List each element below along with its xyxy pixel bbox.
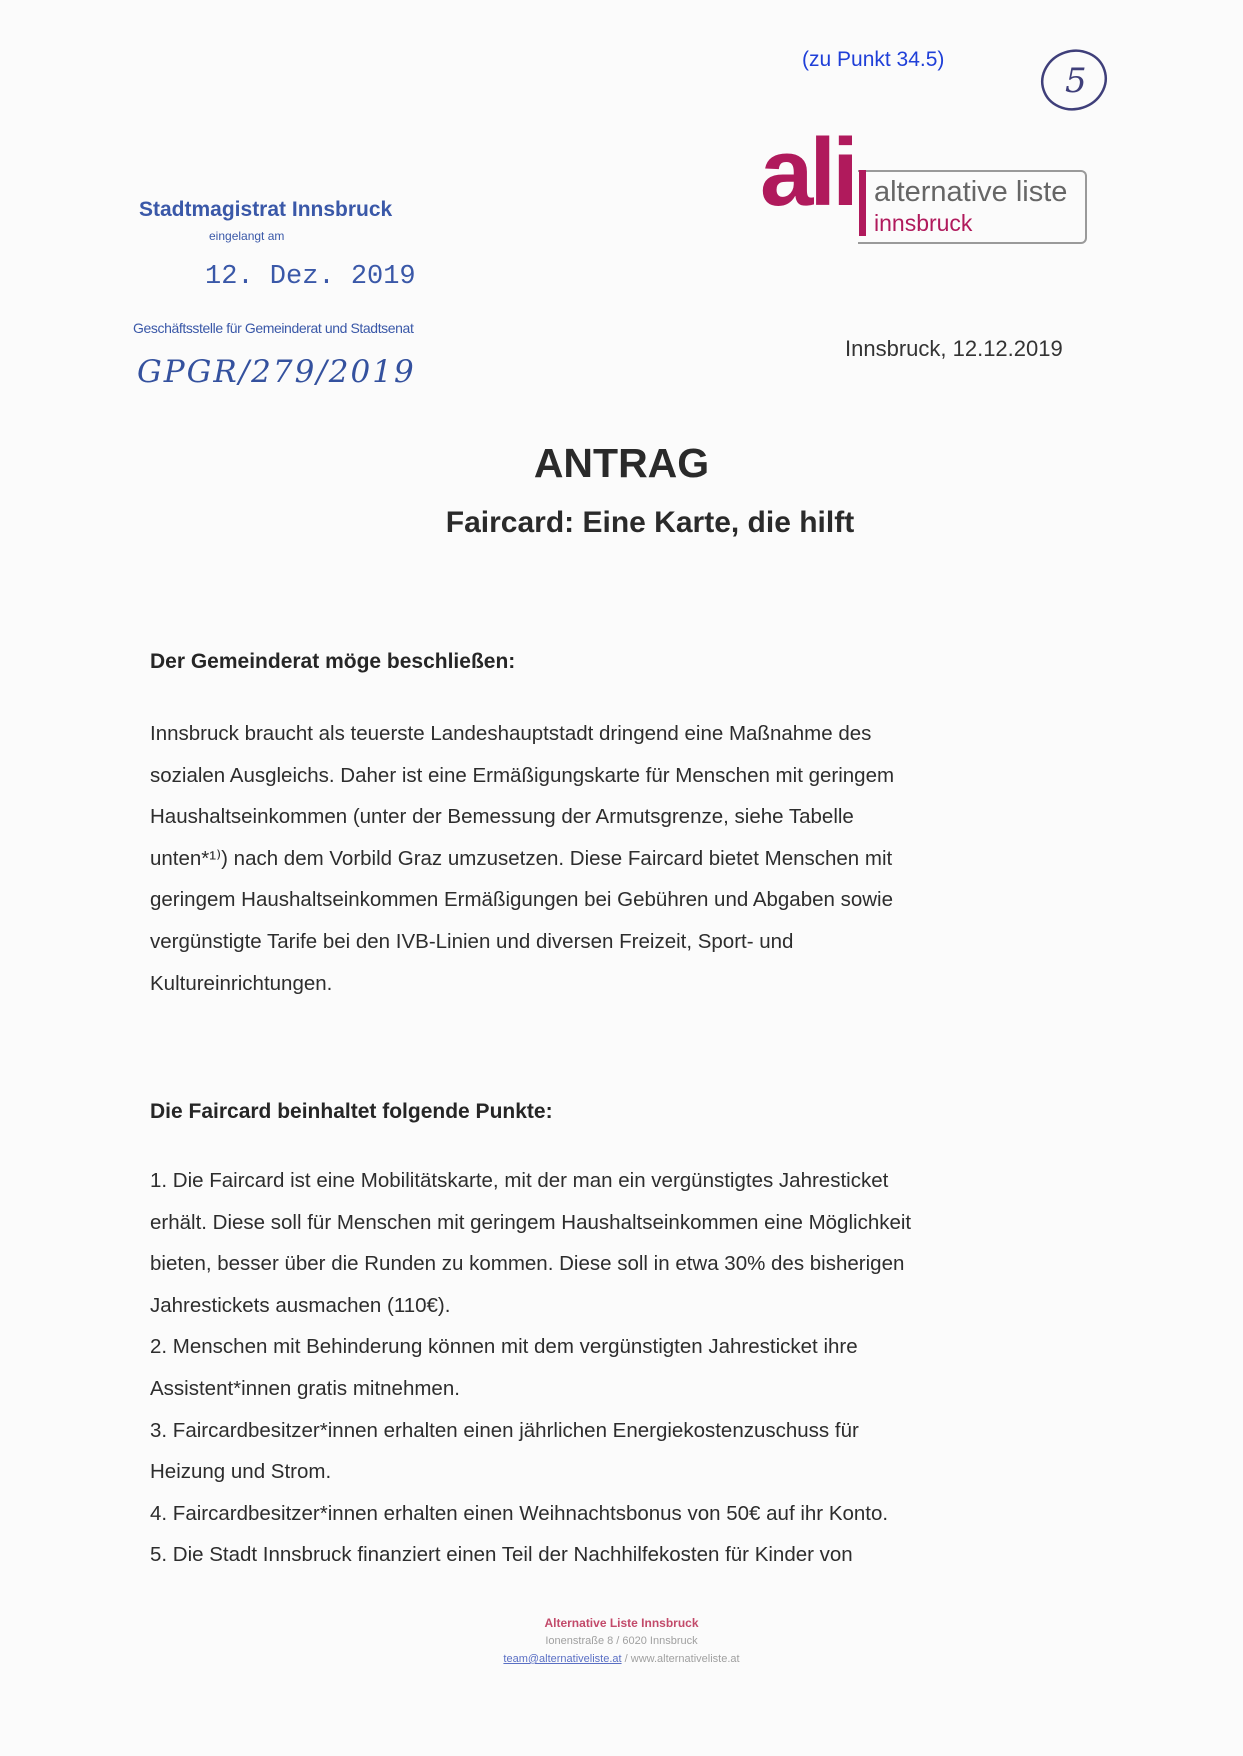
document-subtitle: Faircard: Eine Karte, die hilft: [445, 506, 855, 539]
footer-contact: [0, 1650, 1243, 1668]
paragraph-line: geringem Haushaltseinkommen Ermäßigungen bei Gebühren und Abgaben sowie: [150, 888, 894, 912]
paragraph-line: Haushaltseinkommen (unter der Bemessung der Armutsgrenze, siehe Tabelle: [150, 805, 854, 829]
paragraph-line: Innsbruck braucht als teuerste Landeshauptstadt dringend eine Maßnahme des: [150, 722, 872, 745]
list-line: 2. Menschen mit Behinderung können mit dem vergünstigten Jahresticket ihre: [150, 1335, 858, 1359]
paragraph-line: sozialen Ausgleichs. Daher ist eine Ermäßigungskarte für Menschen mit geringem: [150, 763, 895, 787]
list-line: Heizung und Strom.: [150, 1460, 332, 1484]
logo-accent-bar: [859, 170, 866, 236]
list-line: 5. Die Stadt Innsbruck finanziert einen Teil der Nachhilfekosten für Kinder von: [150, 1543, 853, 1567]
handwritten-circled-number: [1038, 44, 1110, 116]
document-title: ANTRAG: [533, 440, 710, 486]
agenda-reference: (zu Punkt 34.5): [802, 48, 945, 71]
list-line: erhält. Diese soll für Menschen mit geringem Haushaltseinkommen eine Möglichkeit: [150, 1210, 912, 1234]
stamp-received-date: 12. Dez. 2019: [205, 262, 416, 292]
place-and-date: Innsbruck, 12.12.2019: [845, 336, 1063, 361]
stamp-received-label: eingelangt am: [209, 229, 285, 243]
list-line: Jahrestickets ausmachen (110€).: [150, 1293, 451, 1317]
list-line: bieten, besser über die Runden zu kommen. Diese soll in etwa 30% des bisherigen: [150, 1252, 905, 1276]
logo-line-innsbruck: innsbruck: [874, 210, 973, 236]
circle-scribble-icon: [1038, 44, 1110, 116]
list-line: 1. Die Faircard ist eine Mobilitätskarte, mit der man ein vergünstigtes Jahresticket: [150, 1169, 889, 1192]
section-heading-resolution: Der Gemeinderat möge beschließen:: [150, 650, 516, 673]
section-heading-faircard-points: Die Faircard beinhaltet folgende Punkte:: [150, 1100, 553, 1123]
faircard-points-list: [150, 1160, 1100, 1576]
footer-website[interactable]: / www.alternativeliste.at: [621, 1653, 740, 1665]
paragraph-line: vergünstigte Tarife bei den IVB-Linien und diversen Freizeit, Sport- und: [150, 929, 794, 953]
stamp-file-number: GPGR/279/2019: [137, 354, 416, 390]
paragraph-line: Kultureinrichtungen.: [150, 971, 333, 995]
footer-address: Ionenstraße 8 / 6020 Innsbruck: [545, 1635, 698, 1647]
page-footer: [0, 1614, 1243, 1668]
resolution-paragraph: [150, 713, 1090, 1004]
organization-logo: [760, 119, 1095, 250]
svg-text:5: 5: [1065, 61, 1087, 101]
list-line: 3. Faircardbesitzer*innen erhalten einen jährlichen Energiekostenzuschuss für: [150, 1418, 859, 1442]
footer-organization: Alternative Liste Innsbruck: [544, 1616, 699, 1630]
logo-mark: ali: [760, 119, 855, 226]
stamp-office: Stadtmagistrat Innsbruck: [139, 198, 393, 221]
list-line: 4. Faircardbesitzer*innen erhalten einen Weihnachtsbonus von 50€ auf ihr Konto.: [150, 1501, 889, 1525]
stamp-department: Geschäftsstelle für Gemeinderat und Stadtsenat: [133, 320, 414, 336]
paragraph-line: unten*¹⁾) nach dem Vorbild Graz umzusetzen. Diese Faircard bietet Menschen mit: [150, 846, 893, 870]
footer-email-link[interactable]: team@alternativeliste.at: [503, 1653, 622, 1665]
logo-line-alternative-liste: alternative liste: [874, 176, 1068, 208]
list-line: Assistent*innen gratis mitnehmen.: [150, 1376, 460, 1400]
